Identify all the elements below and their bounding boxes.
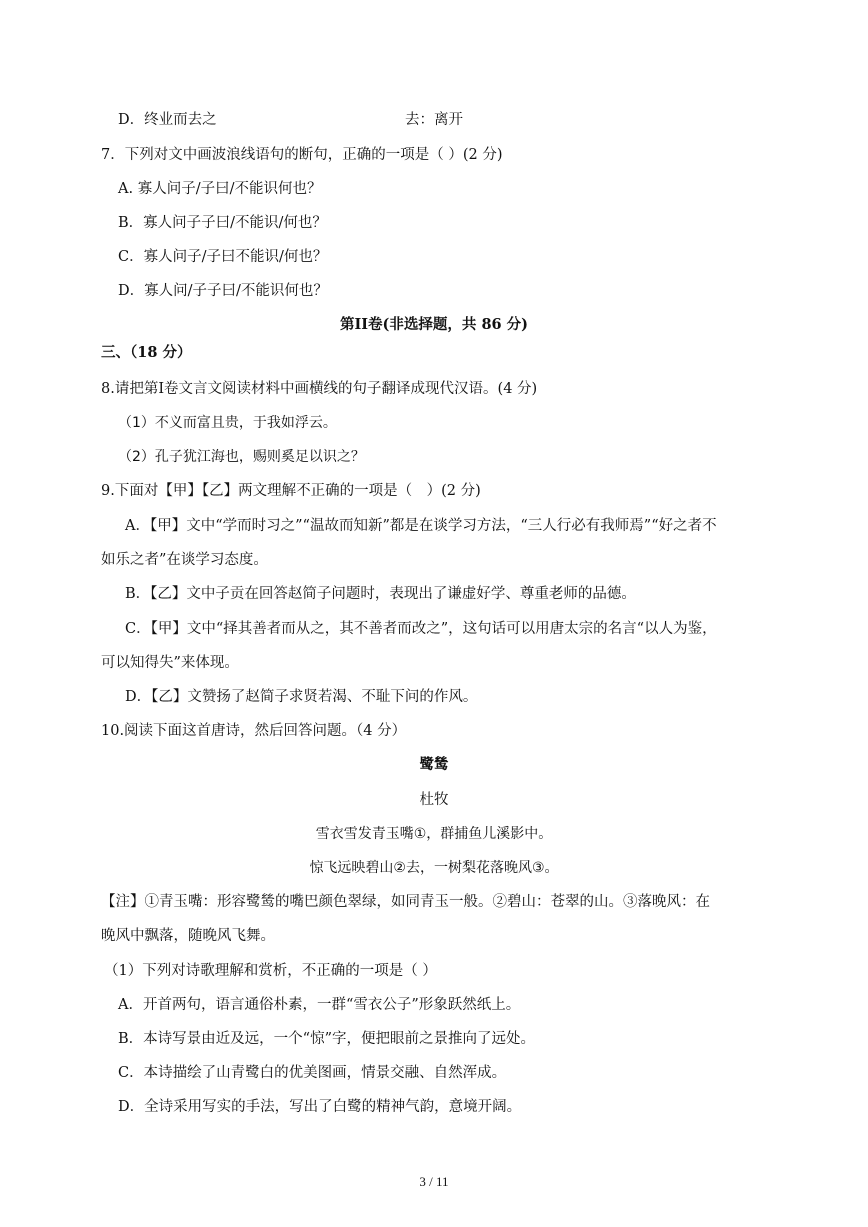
q6-option-d-gloss: 去：离开 — [405, 112, 463, 128]
page-number: 3 / 11 — [419, 1174, 449, 1189]
q10-stem: 10.阅读下面这首唐诗，然后回答问题。（4 分） — [101, 723, 407, 739]
q9-stem: 9.下面对【甲】【乙】两文理解不正确的一项是（ ）(2 分) — [101, 483, 481, 499]
q10-sub1-option-b: B．本诗写景由近及远，一个“惊”字，便把眼前之景推向了远处。 — [118, 1031, 535, 1047]
q9-option-c-line2: 可以知得失”来体现。 — [101, 655, 239, 671]
q8-sentence-1: （1）不义而富且贵，于我如浮云。 — [118, 415, 337, 431]
poem-title: 鹭鸶 — [419, 756, 449, 773]
q10-sub1-option-a: A．开首两句，语言通俗朴素，一群“雪衣公子”形象跃然纸上。 — [118, 997, 521, 1013]
poem-line-2: 惊飞远映碧山②去，一树梨花落晚风③。 — [309, 860, 559, 876]
poem-note-line1: 【注】①青玉嘴：形容鹭鸶的嘴巴颜色翠绿，如同青玉一般。②碧山：苍翠的山。③落晚风：在 — [101, 894, 710, 910]
q6-option-d-text: D．终业而去之 — [118, 112, 217, 128]
q8-stem: 8.请把第I卷文言文阅读材料中画横线的句子翻译成现代汉语。(4 分) — [101, 381, 538, 397]
q10-sub1-option-c: C．本诗描绘了山青鹭白的优美图画，情景交融、自然浑成。 — [118, 1065, 507, 1081]
q8-sentence-2: （2）孔子犹江海也，赐则奚足以识之？ — [118, 449, 365, 465]
section3-title: 三、（18 分） — [101, 344, 192, 361]
q9-option-a-line1: A．【甲】文中“学而时习之”“温故而知新”都是在谈学习方法，“三人行必有我师焉”“好之者不 — [125, 518, 717, 534]
q6-option-d — [118, 110, 618, 130]
q7-stem: 7．下列对文中画波浪线语句的断句，正确的一项是（ ）(2 分) — [101, 147, 503, 163]
q7-option-b: B．寡人问子子曰/不能识/何也？ — [118, 215, 327, 231]
q9-option-d: D．【乙】文赞扬了赵简子求贤若渴、不耻下问的作风。 — [125, 689, 478, 705]
q7-option-a: A. 寡人问子/子曰/不能识何也？ — [118, 181, 322, 197]
q7-option-c: C．寡人问子/子曰不能识/何也？ — [118, 249, 328, 265]
poem-note-line2: 晚风中飘落，随晚风飞舞。 — [101, 928, 275, 944]
q9-option-b: B．【乙】文中子贡在回答赵简子问题时，表现出了谦虚好学、尊重老师的品德。 — [125, 586, 636, 602]
q9-option-c-line1: C．【甲】文中“择其善者而从之，其不善者而改之”，这句话可以用唐太宗的名言“以人为鉴， — [125, 621, 717, 637]
poem-author: 杜牧 — [419, 792, 449, 808]
part2-title: 第II卷(非选择题，共 86 分) — [339, 316, 529, 333]
q10-sub1-option-d: D．全诗采用写实的手法，写出了白鹭的精神气韵，意境开阔。 — [118, 1099, 522, 1115]
q7-option-d: D．寡人问/子子曰/不能识何也？ — [118, 283, 328, 299]
poem-line-1: 雪衣雪发青玉嘴①，群捕鱼儿溪影中。 — [315, 826, 553, 842]
q9-option-a-line2: 如乐之者”在谈学习态度。 — [101, 552, 268, 568]
q10-sub1-stem: （1）下列对诗歌理解和赏析，不正确的一项是（ ） — [104, 963, 437, 979]
